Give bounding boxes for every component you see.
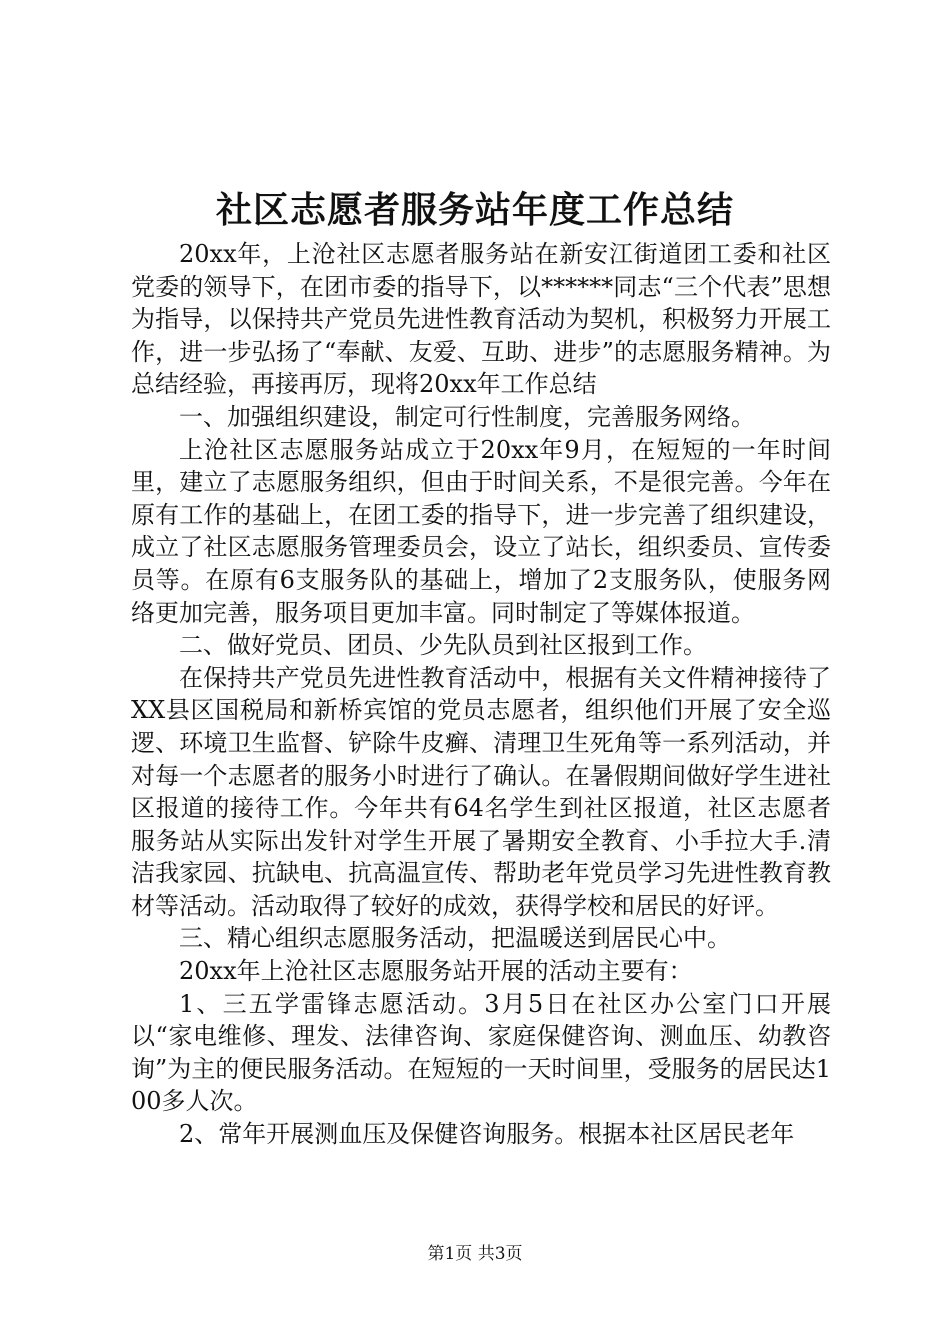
list-item-1: 1、三五学雷锋志愿活动。3月5日在社区办公室门口开展以“家电维修、理发、法律咨询、家庭保健咨询、测血压、幼教咨询”为主的便民服务活动。在短短的一天时间里，受服务的居民达100多人次。 bbox=[131, 989, 831, 1116]
paragraph-section-2: 在保持共产党员先进性教育活动中，根据有关文件精神接待了XX县区国税局和新桥宾馆的党员志愿者，组织他们开展了安全巡逻、环境卫生监督、铲除牛皮癣、清理卫生死角等一系列活动，并对每一个志愿者的服务小时进行了确认。在暑假期间做好学生进社区报道的接待工作。今年共有64名学生到社区报道，社区志愿者服务站从实际出发针对学生开展了暑期安全教育、小手拉大手.清洁我家园、抗缺电、抗高温宣传、帮助老年党员学习先进性教育教材等活动。活动取得了较好的成效，获得学校和居民的好评。 bbox=[131, 663, 831, 920]
paragraph-section-1: 上沧社区志愿服务站成立于20xx年9月，在短短的一年时间里，建立了志愿服务组织，但由于时间关系，不是很完善。今年在原有工作的基础上，在团工委的指导下，进一步完善了组织建设，成立了社区志愿服务管理委员会，设立了站长，组织委员、宣传委员等。在原有6支服务队的基础上，增加了2支服务队，使服务网络更加完善，服务项目更加丰富。同时制定了等媒体报道。 bbox=[131, 435, 831, 627]
list-item-2: 2、常年开展测血压及保健咨询服务。根据本社区居民老年 bbox=[179, 1120, 795, 1149]
document-title: 社区志愿者服务站年度工作总结 bbox=[215, 189, 734, 231]
paragraph-section-3-intro: 20xx年上沧社区志愿服务站开展的活动主要有： bbox=[179, 957, 693, 986]
paragraph-intro: 20xx年，上沧社区志愿者服务站在新安江街道团工委和社区党委的领导下，在团市委的指导下，以******同志“三个代表”思想为指导，以保持共产党员先进性教育活动为契机，积极努力开展工作，进一步弘扬了“奉献、友爱、互助、进步”的志愿服务精神。为总结经验，再接再厉，现将20xx年工作总结 bbox=[131, 240, 831, 399]
section-heading-2: 二、做好党员、团员、少先队员到社区报到工作。 bbox=[179, 631, 707, 660]
document-body bbox=[131, 238, 831, 1151]
page-number-footer: 第1页 共3页 bbox=[427, 1244, 523, 1264]
section-heading-1: 一、加强组织建设，制定可行性制度，完善服务网络。 bbox=[179, 402, 755, 431]
section-heading-3: 三、精心组织志愿服务活动，把温暖送到居民心中。 bbox=[179, 924, 731, 953]
